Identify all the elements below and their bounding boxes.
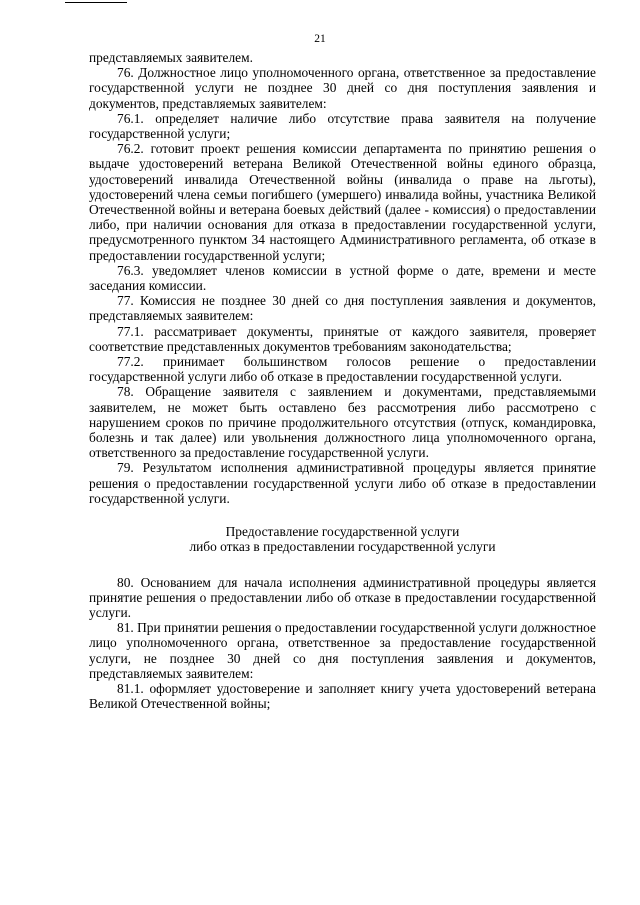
paragraphs-after-heading: [89, 575, 596, 712]
paragraph-cont: представляемых заявителем.: [89, 50, 253, 65]
paragraph-77: 77. Комиссия не позднее 30 дней со дня поступления заявления и документов, представляемых заявителем:: [89, 293, 596, 324]
paragraph-77-2: 77.2. принимает большинством голосов решение о предоставлении государственной услуги либо об отказе в предоставлении государственной услуги.: [89, 354, 596, 385]
page-number: 21: [314, 33, 326, 45]
paragraph-81-1: 81.1. оформляет удостоверение и заполняет книгу учета удостоверений ветерана Великой Отечественной войны;: [89, 680, 596, 712]
paragraph-76-3: 76.3. уведомляет членов комиссии в устной форме о дате, времени и месте заседания комиссии.: [89, 262, 596, 294]
paragraph-77-1: 77.1. рассматривает документы, принятые от каждого заявителя, проверяет соответствие представленных документов требованиям законодательства;: [89, 323, 596, 354]
header-rule: [65, 2, 127, 3]
section-heading: [89, 524, 596, 554]
section-heading-line-1: Предоставление государственной услуги: [225, 524, 460, 540]
paragraph-76-1: 76.1. определяет наличие либо отсутствие права заявителя на получение государственной услуги;: [89, 110, 596, 142]
document-body: [89, 50, 596, 711]
paragraph-78: 78. Обращение заявителя с заявлением и документами, представляемыми заявителем, не может быть оставлено без рассмотрения либо рассмотрено с нарушением сроков по причине продолжительного отсутствия (отпуск, командировка, болезнь и так далее) или увольнения должностного лица уполномоченного органа, ответственного за предоставление государственной услуги.: [89, 384, 596, 461]
paragraphs-before-heading: [89, 50, 596, 506]
paragraph-76-2: 76.2. готовит проект решения комиссии департамента по принятию решения о выдаче удостоверений ветерана Великой Отечественной войны единого образца, удостоверений инвалида Отечественной войны (инвалида о праве на льготы), удостоверений члена семьи погибшего (умершего) инвалида войны, участника Великой Отечественной войны и ветерана боевых действий (далее - комиссия) о предоставлении либо, при наличии основания для отказа в предоставлении государственной услуги, предусмотренного пунктом 34 настоящего Административного регламента, об отказе в предоставлении государственной услуги;: [89, 141, 596, 263]
paragraph-76: 76. Должностное лицо уполномоченного органа, ответственное за предоставление государственной услуги не позднее 30 дней со дня поступления заявления и документов, представляемых заявителем:: [89, 65, 596, 111]
section-heading-line-2: либо отказ в предоставлении государственной услуги: [189, 539, 496, 555]
paragraph-81: 81. При принятии решения о предоставлении государственной услуги должностное лицо уполномоченного органа, ответственное за предоставление государственной услуги, не позднее 30 дней со дня поступления заявления и документов, представляемых заявителем:: [89, 620, 596, 681]
paragraph-79: 79. Результатом исполнения административной процедуры является принятие решения о предоставлении государственной услуги либо об отказе в предоставлении государственной услуги.: [89, 460, 596, 506]
paragraph-80: 80. Основанием для начала исполнения административной процедуры является принятие решения о предоставлении либо об отказе в предоставлении государственной услуги.: [89, 574, 596, 620]
